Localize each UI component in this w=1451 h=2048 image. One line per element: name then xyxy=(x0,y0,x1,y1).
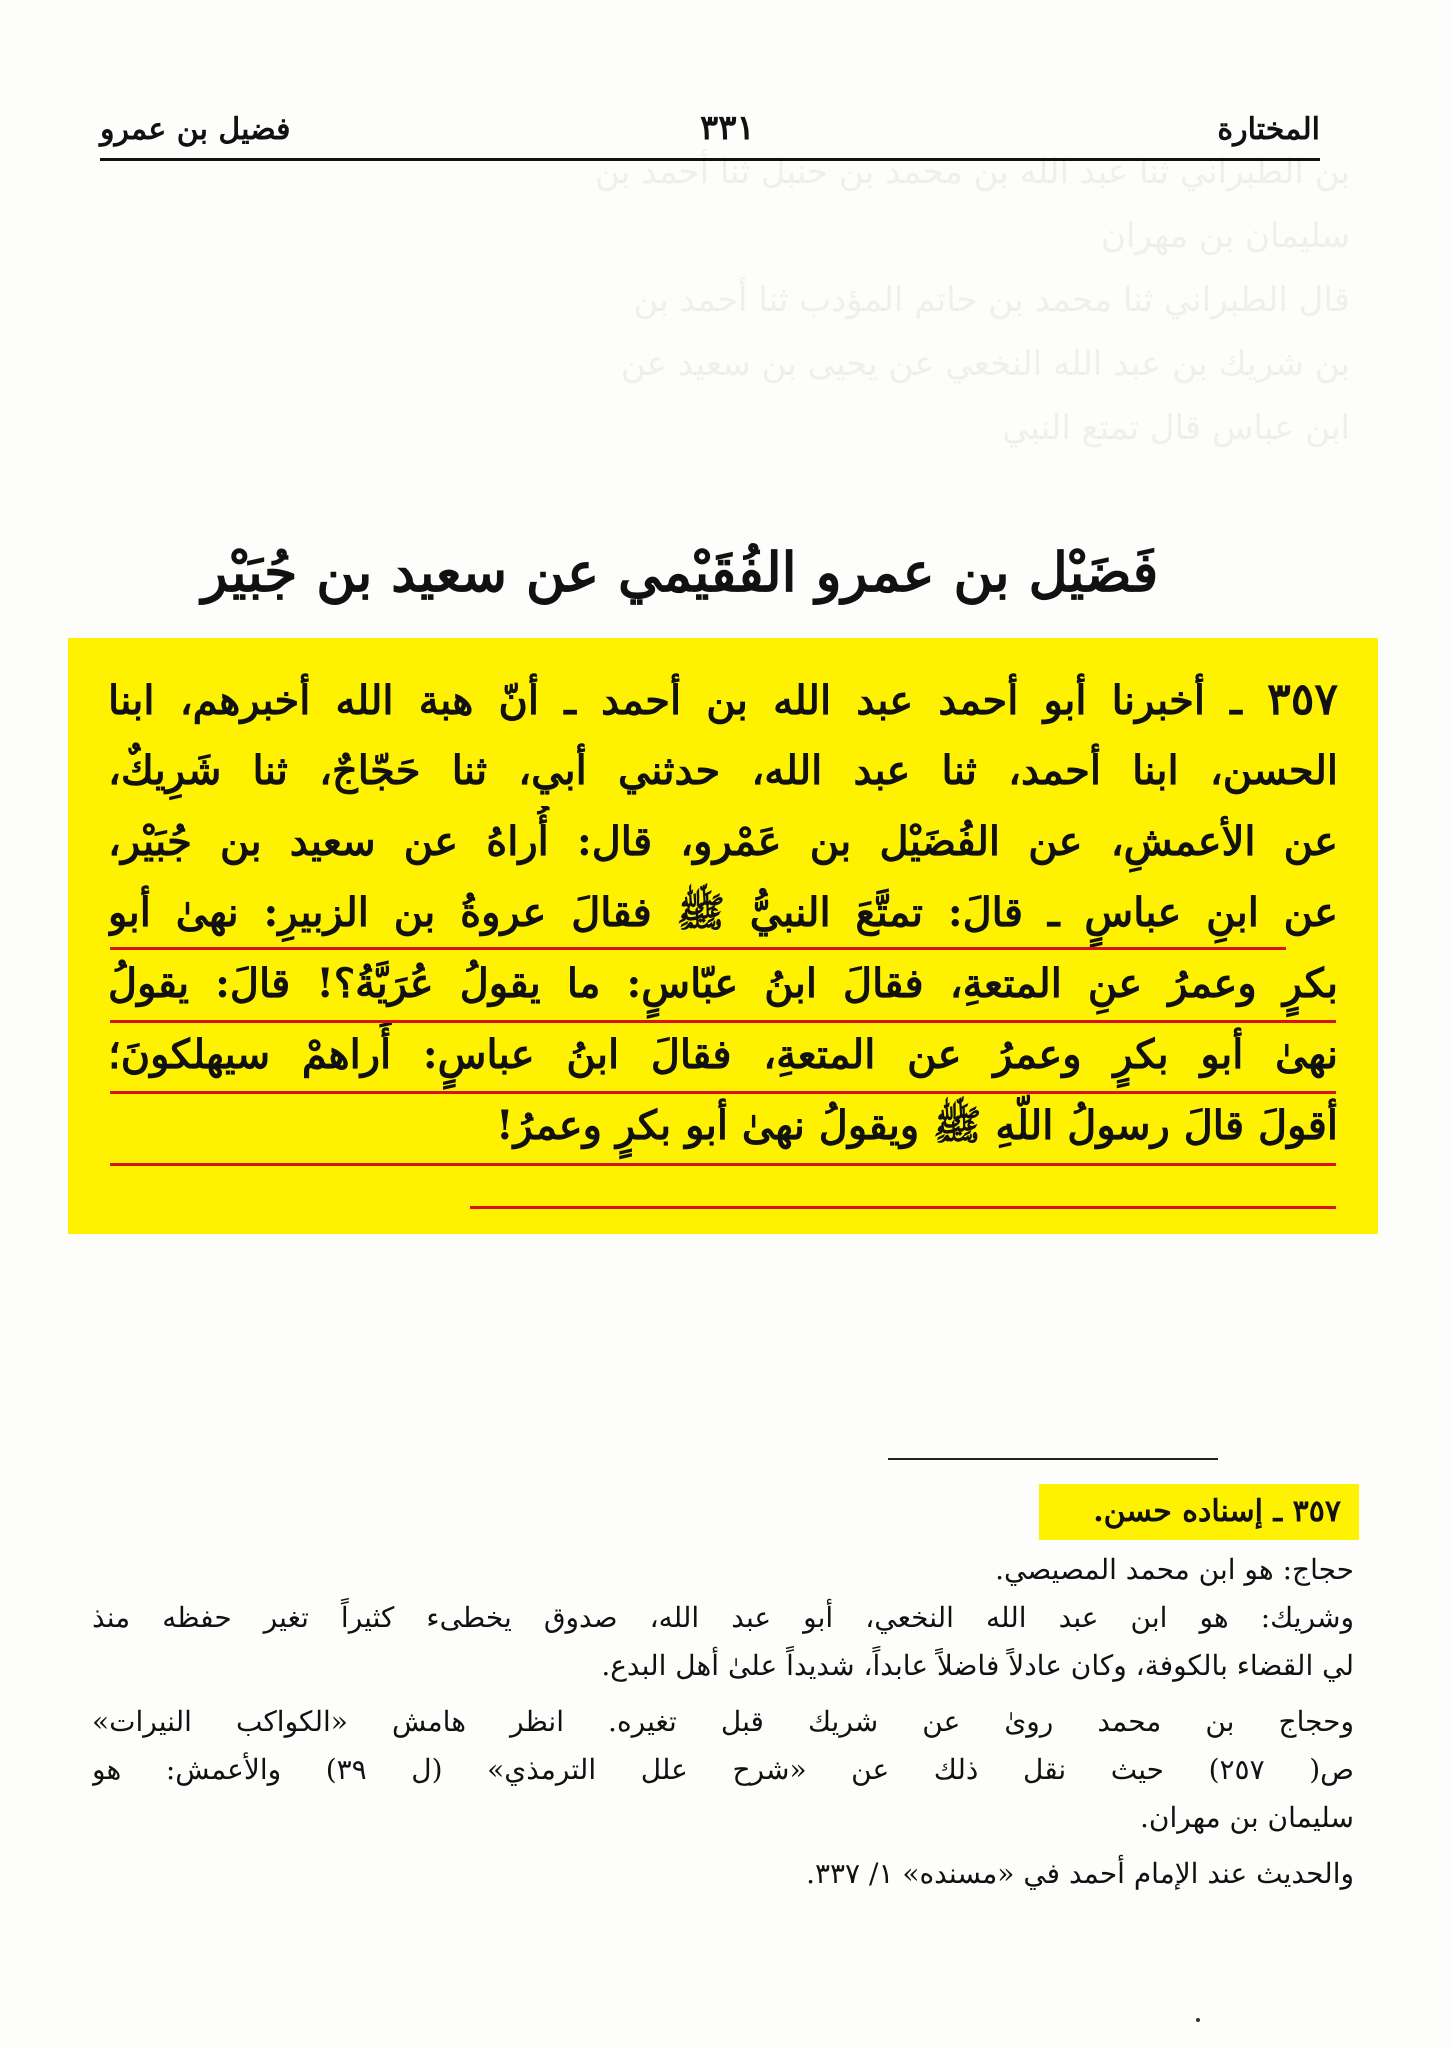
red-underline xyxy=(110,947,1286,950)
red-underline xyxy=(470,1206,1336,1209)
red-underline xyxy=(110,1163,1336,1166)
show-through-line: بن شريك بن عبد الله النخعي عن يحيى بن سعيد عن xyxy=(620,344,1350,384)
footnote-highlight xyxy=(1039,1484,1359,1540)
red-underline xyxy=(110,1091,1336,1094)
show-through-line: بن الطبراني ثنا عبد الله بن محمد بن حنبل ثنا أحمد بن xyxy=(595,152,1350,192)
footnote-line: ص( ٢٥٧) حيث نقل ذلك عن «شرح علل الترمذي» (ل ٣٩) والأعمش: هو xyxy=(92,1753,1354,1786)
footnote-line: وشريك: هو ابن عبد الله النخعي، أبو عبد الله، صدوق يخطىء كثيراً تغير حفظه منذ xyxy=(92,1601,1354,1634)
red-underline xyxy=(110,1020,1336,1023)
hadith-line-text: ـ أخبرنا أبو أحمد عبد الله بن أحمد ـ أنّ هبة الله أخبرهم، ابنا xyxy=(108,677,1268,724)
footnote-number: ٣٥٧ xyxy=(1292,1494,1341,1529)
hadith-line: عن ابنِ عباسٍ ـ قالَ: تمتَّعَ النبيُّ ﷺ فقالَ عروةُ بن الزبيرِ: نهىٰ أبو xyxy=(108,889,1338,936)
footnote-separator xyxy=(888,1458,1218,1460)
hadith-line: نهىٰ أبو بكرٍ وعمرُ عن المتعةِ، فقالَ ابنُ عباسٍ: أَراهمْ سيهلكونَ؛ xyxy=(108,1031,1338,1078)
hadith-line: بكرٍ وعمرُ عنِ المتعةِ، فقالَ ابنُ عبّاسٍ: ما يقولُ عُرَيَّةُ؟! قالَ: يقولُ xyxy=(108,960,1338,1007)
page-number: ٣٣١ xyxy=(700,108,755,148)
footnotes xyxy=(92,1546,1354,1898)
section-title: فضيل بن عمرو xyxy=(100,112,291,147)
footnote-line: وحجاج بن محمد روىٰ عن شريك قبل تغيره. انظر هامش «الكواكب النيرات» xyxy=(92,1705,1354,1738)
hadith-line xyxy=(108,664,1338,735)
footnote-line: سليمان بن مهران. xyxy=(1140,1801,1354,1834)
scan-speck xyxy=(1196,2018,1200,2022)
hadith-line: الحسن، ابنا أحمد، ثنا عبد الله، حدثني أبي، ثنا حَجّاجٌ، ثنا شَرِيكٌ، xyxy=(108,747,1338,794)
hadith-number: ٣٥٧ xyxy=(1267,674,1338,725)
book-title: المختارة xyxy=(1217,112,1320,147)
show-through-line: ابن عباس قال تمتع النبي xyxy=(1002,408,1350,448)
chapter-title: فَضَيْل بن عمرو الفُقَيْمي عن سعيد بن جُبَيْر xyxy=(201,540,1159,604)
running-header xyxy=(100,108,1320,161)
hadith-line: عن الأعمشِ، عن الفُضَيْل بن عَمْرو، قال: أُراهُ عن سعيد بن جُبَيْر، xyxy=(108,818,1338,865)
show-through-line: سليمان بن مهران xyxy=(1100,216,1350,256)
footnote-line: لي القضاء بالكوفة، وكان عادلاً فاضلاً عابداً، شديداً علىٰ أهل البدع. xyxy=(601,1649,1354,1682)
show-through-text xyxy=(300,140,1350,580)
footnote-line: حجاج: هو ابن محمد المصيصي. xyxy=(995,1553,1354,1586)
footnote-grade: ـ إسناده حسن. xyxy=(1093,1494,1293,1529)
hadith-line: أقولَ قالَ رسولُ اللّهِ ﷺ ويقولُ نهىٰ أبو بكرٍ وعمرُ! xyxy=(496,1102,1338,1149)
show-through-line: قال الطبراني ثنا محمد بن حاتم المؤدب ثنا أحمد بن xyxy=(633,280,1350,320)
footnote-line: والحديث عند الإمام أحمد في «مسنده» ١/ ٣٣٧. xyxy=(806,1857,1354,1890)
hadith-highlight xyxy=(68,638,1378,1234)
